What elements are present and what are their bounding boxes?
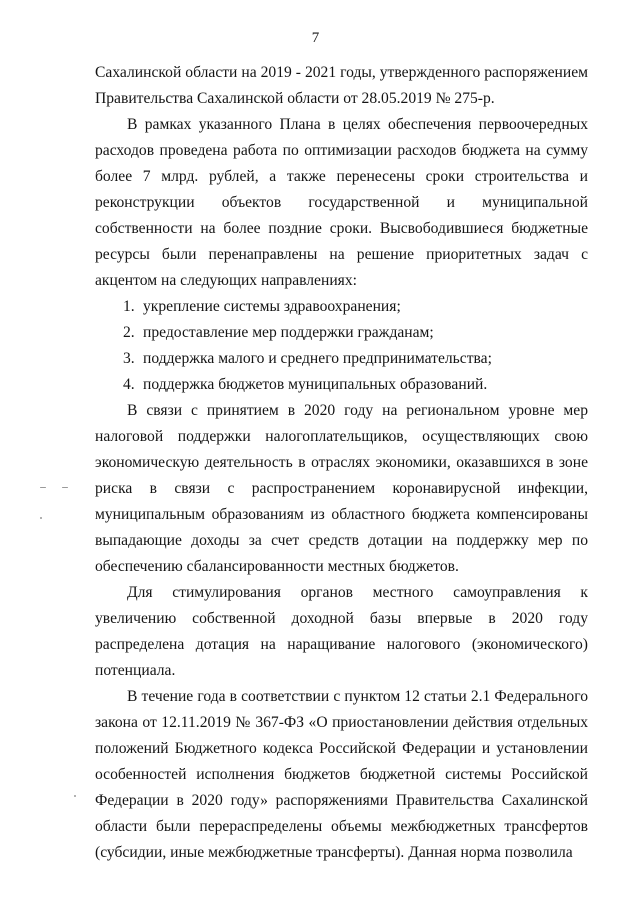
list-item-text: поддержка бюджетов муниципальных образований. <box>143 376 488 393</box>
scan-speck <box>62 487 68 488</box>
paragraph-optimization: В рамках указанного Плана в целях обеспечения первоочередных расходов проведена работа по оптимизации расходов бюджета на сумму более 7 млрд. рублей, а также перенесены сроки строительства и реконструкции объектов государственной и муниципальной собственности на более поздние сроки. Высвободившиеся бюджетные ресурсы были перенаправлены на решение приоритетных задач с акцентом на следующих направлениях: <box>95 116 588 289</box>
scan-speck <box>74 795 76 797</box>
scan-speck <box>40 487 46 488</box>
paragraph-federal-law: В течение года в соответствии с пунктом 12 статьи 2.1 Федерального закона от 12.11.2019 № 367-ФЗ «О приостановлении действия отдельных положений Бюджетного кодекса Российской Федерации и установлении особенностей исполнения бюджетов бюджетной системы Российской Федерации в 2020 году» распоряжениями Правительства Сахалинской области были перераспределены объемы межбюджетных трансфертов (субсидии, иные межбюджетные трансферты). Данная норма позволила <box>95 688 588 861</box>
list-item-number: 1. <box>123 298 135 315</box>
document-body <box>95 60 588 866</box>
list-item-number: 4. <box>123 376 135 393</box>
paragraph-tax-support: В связи с принятием в 2020 году на региональном уровне мер налоговой поддержки налогоплательщиков, осуществляющих свою экономическую деятельность в отраслях экономики, оказавшихся в зоне риска в связи с распространением коронавирусной инфекции, муниципальным образованиям из областного бюджета компенсированы выпадающие доходы за счет средств дотации на поддержку мер по обеспечению сбалансированности местных бюджетов. <box>95 402 588 575</box>
list-item <box>95 294 588 320</box>
list-item <box>95 346 588 372</box>
page-number: 7 <box>311 30 320 46</box>
priority-list <box>95 294 588 398</box>
list-item-text: предоставление мер поддержки гражданам; <box>143 324 434 341</box>
scan-speck <box>40 517 42 519</box>
list-item-text: поддержка малого и среднего предпринимательства; <box>143 350 492 367</box>
paragraph-stimulation: Для стимулирования органов местного самоуправления к увеличению собственной доходной базы впервые в 2020 году распределена дотация на наращивание налогового (экономического) потенциала. <box>95 584 588 679</box>
list-item-number: 3. <box>123 350 135 367</box>
list-item-text: укрепление системы здравоохранения; <box>143 298 401 315</box>
list-item <box>95 320 588 346</box>
list-item-number: 2. <box>123 324 135 341</box>
list-item <box>95 372 588 398</box>
paragraph-continuation: Сахалинской области на 2019 - 2021 годы, утвержденного распоряжением Правительства Сахалинской области от 28.05.2019 № 275-р. <box>95 64 588 107</box>
